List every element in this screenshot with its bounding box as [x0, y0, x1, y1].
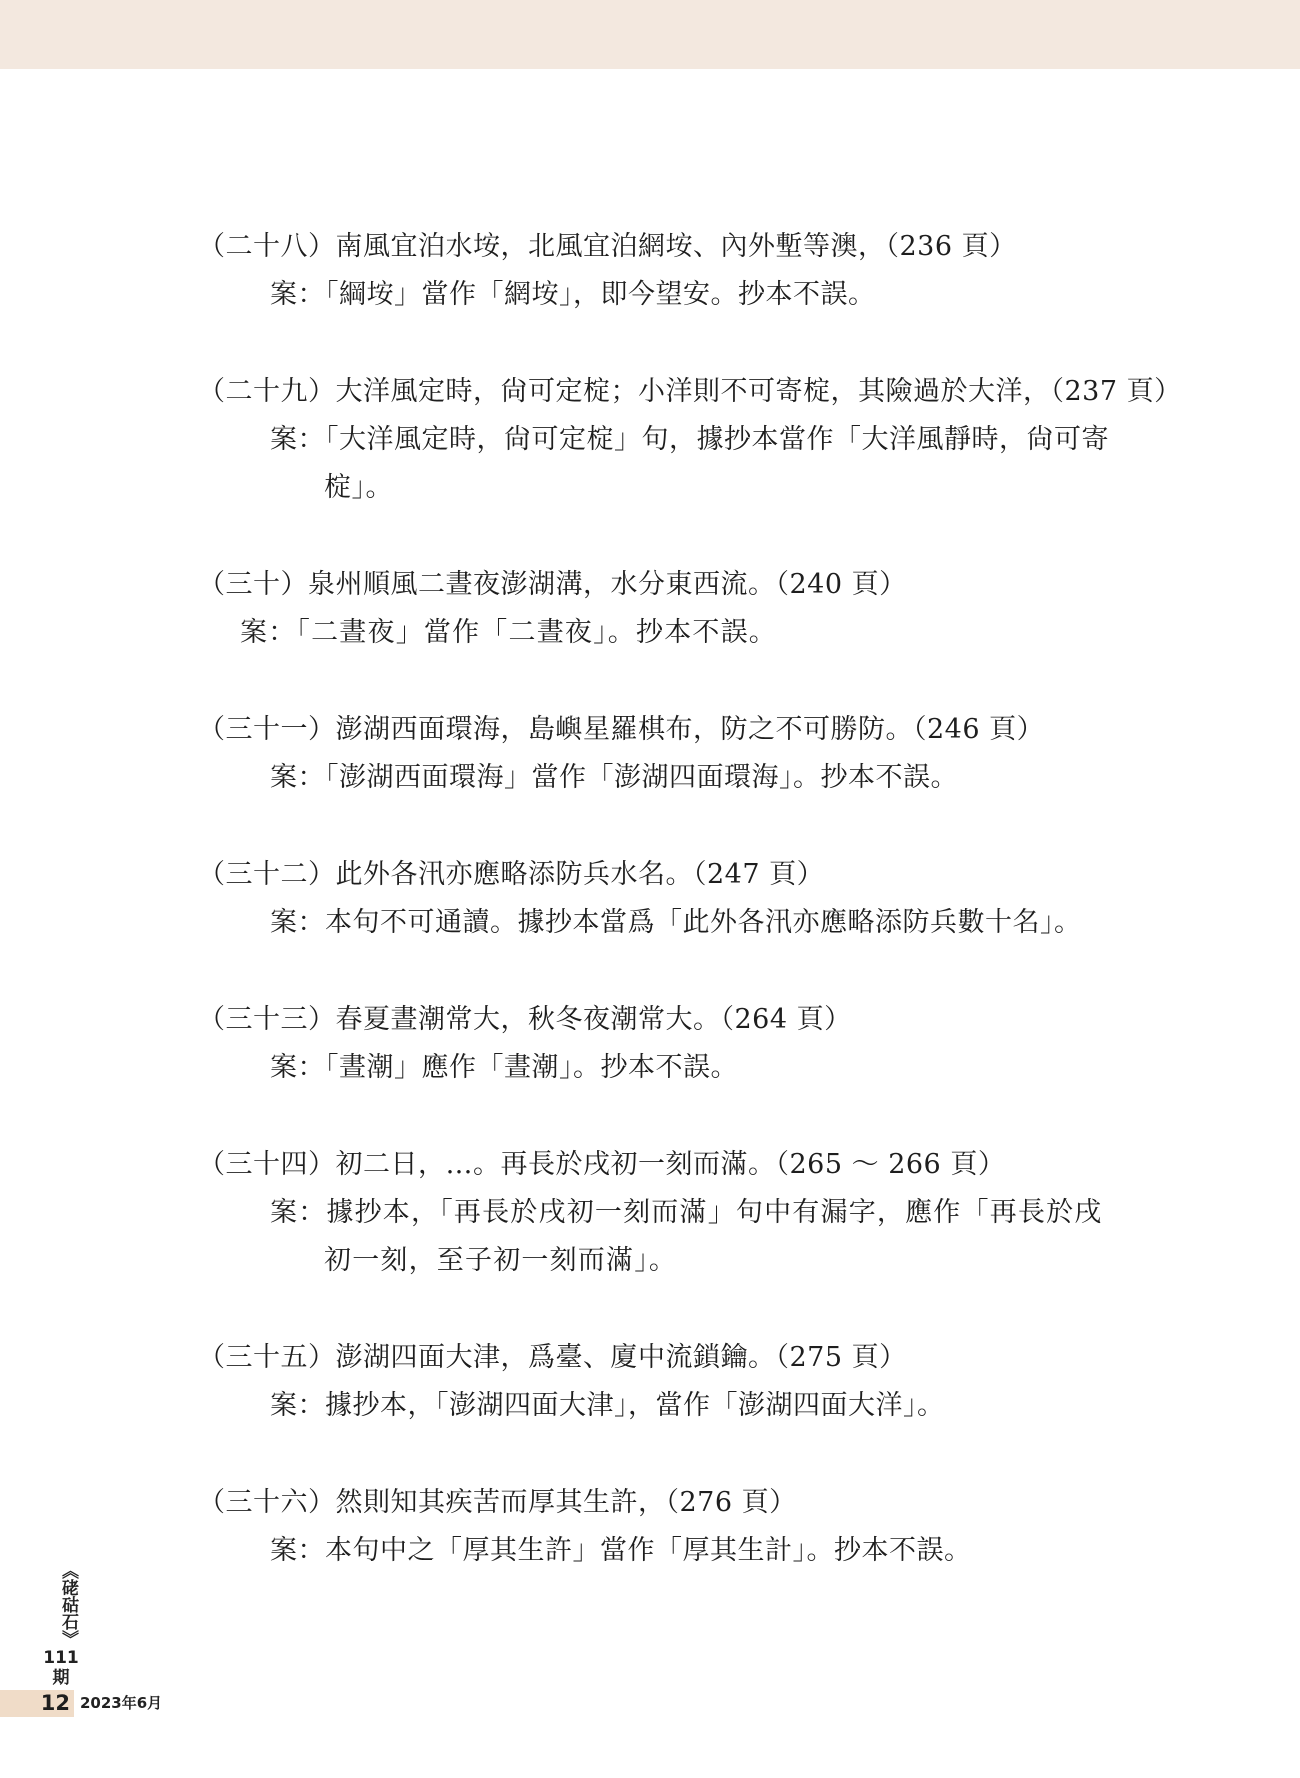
entry-note: 案：本句中之「厚其生許」當作「厚其生計」。抄本不誤。: [270, 1535, 972, 1566]
entry-quote: （三十六）然則知其疾苦而厚其生許，（276 頁）: [198, 1487, 797, 1518]
entry-quote: （三十五）澎湖四面大津，爲臺、廈中流鎖鑰。（275 頁）: [198, 1342, 907, 1373]
entry-quote: （三十二）此外各汛亦應略添防兵水名。（247 頁）: [198, 859, 825, 890]
entry-note: 案：「澎湖西面環海」當作「澎湖四面環海」。抄本不誤。: [270, 762, 958, 793]
page-number: 12: [0, 1690, 74, 1717]
entry-quote: （三十）泉州順風二晝夜澎湖溝，水分東西流。（240 頁）: [198, 569, 907, 600]
journal-title: 《硓𥑮石》: [58, 1562, 78, 1647]
entry-quote: （二十八）南風宜泊水垵，北風宜泊網垵、內外塹等澳，（236 頁）: [198, 231, 1017, 262]
entry-note: 案：據抄本，「再長於戌初一刻而滿」句中有漏字，應作「再長於戌初一刻，至子初一刻而滿」。: [270, 1197, 1103, 1276]
entry-note: 案：「晝潮」應作「晝潮」。抄本不誤。: [270, 1052, 738, 1083]
entry-note: 案：「大洋風定時，尙可定椗」句，據抄本當作「大洋風靜時，尙可寄椗」。: [270, 424, 1109, 503]
entry-note: 案：「綱垵」當作「網垵」，即今望安。抄本不誤。: [270, 279, 876, 310]
entry-quote: （三十三）春夏晝潮常大，秋冬夜潮常大。（264 頁）: [198, 1004, 852, 1035]
entry-note: 案：「二晝夜」當作「二晝夜」。抄本不誤。: [240, 617, 777, 648]
entry-note: 案：據抄本，「澎湖四面大津」，當作「澎湖四面大洋」。: [270, 1390, 945, 1421]
entry-quote: （三十四）初二日，…。再長於戌初一刻而滿。（265 ～ 266 頁）: [198, 1149, 1006, 1180]
entry-note: 案：本句不可通讀。據抄本當爲「此外各汛亦應略添防兵數十名」。: [270, 907, 1082, 938]
issue-number: 111期: [43, 1648, 79, 1688]
entry-quote: （二十九）大洋風定時，尙可定椗；小洋則不可寄椗，其險過於大洋，（237 頁）: [198, 376, 1182, 407]
issue-date: 2023年6月: [80, 1694, 163, 1712]
entry-quote: （三十一）澎湖西面環海，島嶼星羅棋布，防之不可勝防。（246 頁）: [198, 714, 1045, 745]
